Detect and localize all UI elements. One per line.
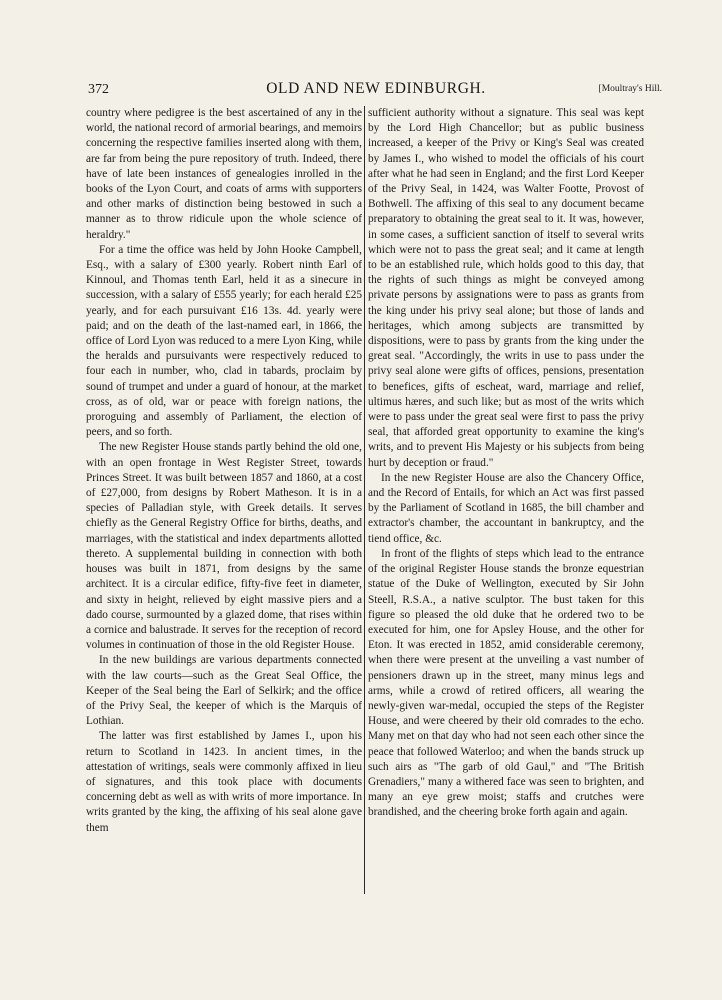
column-divider (364, 106, 365, 894)
paragraph: For a time the office was held by John Hooke Campbell, Esq., with a salary of £300 yearly. Robert ninth Earl of Kinnoul, and Thomas tenth Earl, held it as a sinecure in succession, with a salary of £555 yearly; for each herald £25 yearly, and for each pursuivant £16 13s. 4d. yearly were paid; and on the death of the last-named earl, in 1866, the office of Lord Lyon was reduced to a mere Lyon King, while the heralds and pursuivants were respectively reduced to four each in number, who, clad in tabards, proclaim by sound of trumpet and under a guard of honour, at the market cross, as of old, war or peace with foreign nations, the proroguing and assembly of Parliament, the election of peers, and so forth. (86, 243, 362, 439)
paragraph: The new Register House stands partly behind the old one, with an open frontage in West Register Street, towards Princes Street. It was built between 1857 and 1860, at a cost of £27,000, from designs by Robert Matheson. It is in a species of Palladian style, with Greek details. It serves chiefly as the General Registry Office for births, deaths, and marriages, with the statistical and index departments allotted thereto. A supplemental building in connection with both houses was built in 1871, from designs by the same architect. It is a circular edifice, fifty-five feet in diameter, and sixty in height, relieved by eight massive piers and a dado course, surmounted by a glazed dome, that rises within a cornice and balustrade. It serves for the reception of record volumes in continuation of those in the old Register House. (86, 441, 362, 652)
paragraph: In front of the flights of steps which lead to the entrance of the original Register House stands the bronze equestrian statue of the Duke of Wellington, executed by Sir John Steell, R.S.A., a native sculptor. The bust taken for this figure so pleased the old duke that he ordered two to be executed for him, one for Apsley House, and the other for Eton. It was erected in 1852, amid considerable ceremony, when there were present at the unveiling a vast number of pensioners drawn up in the street, many minus legs and arms, while a crowd of retired officers, all wearing the newly-given war-medal, occupied the steps of the Register House, and were cheered by their old comrades to the echo. Many met on that day who had not seen each other since the peace that followed Waterloo; and when the bands struck up such airs as "The garb of old Gaul," and "The British Grenadiers," many a withered face was seen to brighten, and many an eye grew moist; staffs and crutches were brandished, and the cheering broke forth again and again. (368, 547, 644, 819)
running-title: OLD AND NEW EDINBURGH. (266, 80, 486, 97)
paragraph: The latter was first established by James I., upon his return to Scotland in 1423. In ancient times, in the attestation of writings, seals were commonly affixed in lieu of signatures, and this took place with documents concerning debt as well as with writs of more importance. In writs granted by the king, the affixing of his seal alone gave them (86, 730, 362, 834)
paragraph: In the new Register House are also the Chancery Office, and the Record of Entails, for which an Act was first passed by the Parliament of Scotland in 1685, the bill chamber and extractor's chamber, the accountant in bankruptcy, and the tiend office, &c. (368, 471, 644, 545)
running-header (88, 80, 664, 100)
right-column (368, 106, 644, 906)
paragraph: country where pedigree is the best ascertained of any in the world, the national record of armorial bearings, and memoirs concerning the respective families inserted along with them, are far from being the pure repository of truth. Indeed, there have of late been instances of genealogies inrolled in the books of the Lyon Court, and coats of arms with supporters and other marks of distinction being bestowed in such a manner as to throw ridicule upon the whole science of heraldry." (86, 107, 362, 241)
section-label: [Moultray's Hill. (598, 84, 662, 94)
left-column (86, 106, 362, 906)
page-number: 372 (88, 82, 109, 97)
paragraph: In the new buildings are various departments connected with the law courts—such as the Great Seal Office, the Keeper of the Seal being the Earl of Selkirk; and the office of the Privy Seal, the keeper of which is the Marquis of Lothian. (86, 654, 362, 728)
paragraph: sufficient authority without a signature. This seal was kept by the Lord High Chancellor; but as public business increased, a keeper of the Privy or King's Seal was created by James I., who wished to model the officials of his court after what he had seen in England; and the first Lord Keeper of the Privy Seal, in 1424, was Walter Footte, Provost of Bothwell. The affixing of this seal to any document became preparatory to obtaining the great seal to it. It was, however, in some cases, a sufficient sanction of itself to several writs which were not to pass the great seal; and it came at length to be an established rule, which holds good to this day, that the rights of such things as might be conveyed among private persons by assignations were to pass as grants from the king under his privy seal alone; but those of lands and heritages, which among subjects are transmitted by dispositions, were to pass by grants from the king under the great seal. "Accordingly, the writs in use to pass under the privy seal alone were gifts of offices, pensions, presentation to benefices, gifts of escheat, ward, marriage and relief, ultimus hæres, and such like; but as most of the writs which were to pass under the great seal were first to pass the privy seal, that afforded great opportunity to examine the king's writs, and to prevent His Majesty or his subjects from being hurt by deception or fraud." (368, 107, 644, 469)
